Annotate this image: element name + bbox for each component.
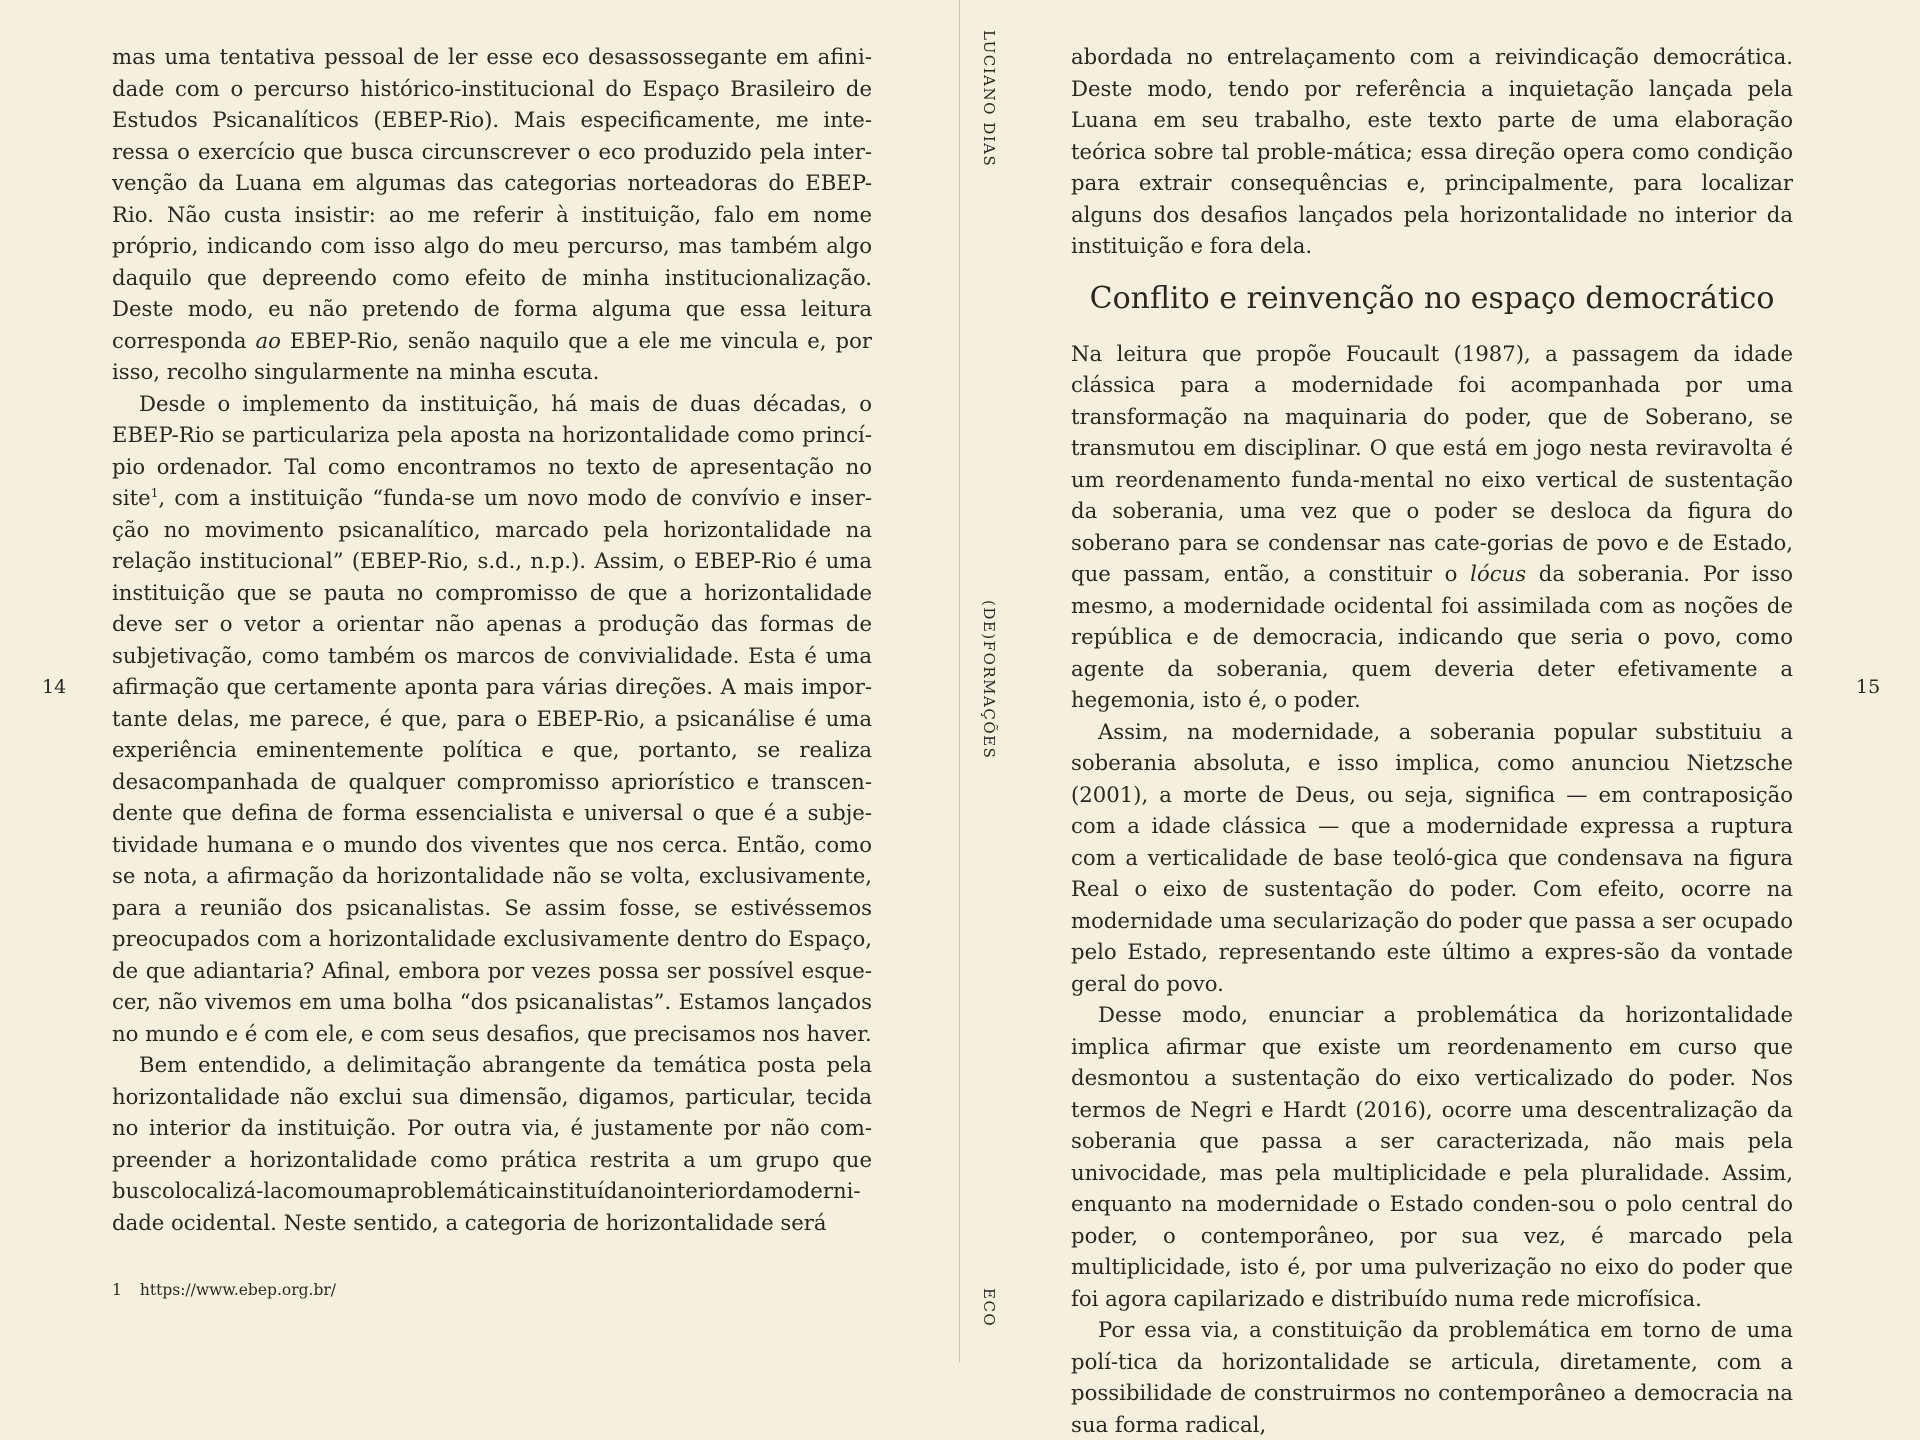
italic-text: ao — [255, 327, 281, 353]
footnote — [112, 1281, 336, 1299]
page-number: 14 — [42, 676, 67, 698]
paragraph — [112, 388, 872, 1050]
running-head-author: LUCIANO DIAS — [980, 30, 998, 168]
paragraph: Desse modo, enunciar a problemática da horizontalidade implica afirmar que existe um reordenamento em curso que desmontou a sustentação do eixo verticalizado do poder. Nos termos de Negri e Hardt (2016), ocorre uma descentralização da soberania que passa a ser caracterizada, não mais pela univocidade, mas pela multiplicidade e pela pluralidade. Assim, enquanto na modernidade o Estado conden-sou o polo central do poder, o contemporâneo, por sua vez, é marcado pela multiplicidade, isto é, por uma pulverização no eixo do poder que foi agora capilarizado e distribuído numa rede microfísica. — [1071, 1002, 1793, 1311]
text-run: da soberania. Por isso mesmo, a modernidade ocidental foi assimilada com as noções de república e de democracia, indicando que seria o povo, como agente da soberania, quem deveria deter efetivamente a hegemonia, isto é, o poder. — [1071, 561, 1793, 712]
running-head-title: (DE)FORMAÇÕES — [980, 600, 998, 760]
paragraph: Por essa via, a constituição da problemática em torno de uma polí-tica da horizontalidade se articula, diretamente, com a possibilidade de construirmos no contemporâneo a democracia na sua forma radical, — [1071, 1317, 1793, 1437]
footnote-link[interactable]: https://www.ebep.org.br/ — [139, 1281, 337, 1299]
paragraph: Assim, na modernidade, a soberania popular substituiu a soberania absoluta, e isso implica, como anunciou Nietzsche (2001), a morte de Deus, ou seja, significa — em contraposição com a idade clássica — que a modernidade expressa a ruptura com a verticalidade de base teoló-gica que condensava na figura Real o eixo de sustentação do poder. Com efeito, ocorre na modernidade uma secularização do poder que passa a ser ocupado pelo Estado, representando este último a expres-são da vontade geral do povo. — [1071, 718, 1793, 996]
paragraph: Bem entendido, a delimitação abrangente da temática posta pela horizontalidade não exclui sua dimensão, digamos, particular, tecida no interior da instituição. Por outra via, é justamente por não com-preender a horizontalidade como prática restrita a um grupo que buscolocalizá-lacomoumaproblemáticainstituídanointeriordamoderni-dade ocidental. Neste sentido, a categoria de horizontalidade será — [112, 1052, 872, 1235]
paragraph — [112, 41, 872, 388]
text-run: mas uma tentativa pessoal de ler esse eco desassossegante em afini-dade com o percurso histórico-institucional do Espaço Brasileiro de Estudos Psicanalíticos (EBEP-Rio). Mais especificamente, me inte-ressa o exercício que busca circunscrever o eco produzido pela inter-venção da Luana em algumas das categorias norteadoras do EBEP-Rio. Não custa insistir: ao me referir à instituição, falo em nome próprio, indicando com isso algo do meu percurso, mas também algo daquilo que depreendo como efeito de minha institucionalização. Deste modo, eu não pretendo de forma alguma que essa leitura corresponda — [112, 44, 872, 353]
text-run: EBEP-Rio, senão naquilo que a ele me vincula e, por isso, recolho singularmente na minha escuta. — [112, 327, 872, 384]
paragraph: abordada no entrelaçamento com a reivindicação democrática. Deste modo, tendo por referência a inquietação lançada pela Luana em seu trabalho, este texto parte de uma elaboração teórica sobre tal proble-mática; essa direção opera como condição para extrair consequências e, principalmente, para localizar alguns dos desafios lançados pela horizontalidade no interior da instituição e fora dela. — [1071, 44, 1793, 258]
right-page — [960, 0, 1920, 1437]
footnote-number: 1 — [112, 1281, 122, 1299]
paragraph — [1071, 338, 1793, 716]
section-heading: Conflito e reinvenção no espaço democrático — [1089, 280, 1775, 316]
footnote-ref: 1 — [150, 485, 159, 500]
right-body-text — [1071, 41, 1793, 1440]
text-run: , com a instituição “funda-se um novo modo de convívio e inser-ção no movimento psicanalítico, marcado pela horizontalidade na relação institucional” (EBEP-Rio, s.d., n.p.). Assim, o EBEP-Rio é uma instituição que se pauta no compromisso de que a horizontalidade deve ser o vetor a orientar não apenas a produção das formas de subjetivação, como também os marcos de convivialidade. Esta é uma afirmação que certamente aponta para várias direções. A mais impor-tante delas, me parece, é que, para o EBEP-Rio, a psicanálise é uma experiência eminentemente política e que, portanto, se realiza desacompanhada de qualquer compromisso apriorístico e transcen-dente que defina de forma essencialista e universal o que é a subje-tividade humana e o mundo dos viventes que nos cerca. Então, como se nota, a afirmação da horizontalidade não se volta, exclusivamente, para a reunião dos psicanalistas. Se assim fosse, se estivéssemos preocupados com a horizontalidade exclusivamente dentro do Espaço, de que adiantaria? Afinal, embora por vezes possa ser possível esque-cer, não vivemos em uma bolha “dos psicanalistas”. Estamos lançados no mundo e é com ele, e com seus desafios, que precisamos nos haver. — [112, 485, 872, 1046]
left-body-text — [112, 41, 872, 1238]
page-number: 15 — [1856, 676, 1881, 698]
text-run: Na leitura que propõe Foucault (1987), a passagem da idade clássica para a modernidade foi acompanhada por uma transformação na maquinaria do poder, que de Soberano, se transmutou em disciplinar. O que está em jogo nesta reviravolta é um reordenamento funda-mental no eixo vertical de sustentação da soberania, uma vez que o poder se desloca da figura do soberano para se condensar nas cate-gorias de povo e de Estado, que passam, então, a constituir o — [1071, 340, 1793, 586]
left-page — [0, 0, 960, 1362]
italic-text: lócus — [1470, 561, 1527, 586]
text-run: Desde o implemento da instituição, há mais de duas décadas, o EBEP-Rio se particulariza pela aposta na horizontalidade como princí-pio ordenador. Tal como encontramos no texto de apresentação no site — [112, 390, 872, 510]
running-head-section: ECO — [980, 1288, 998, 1328]
